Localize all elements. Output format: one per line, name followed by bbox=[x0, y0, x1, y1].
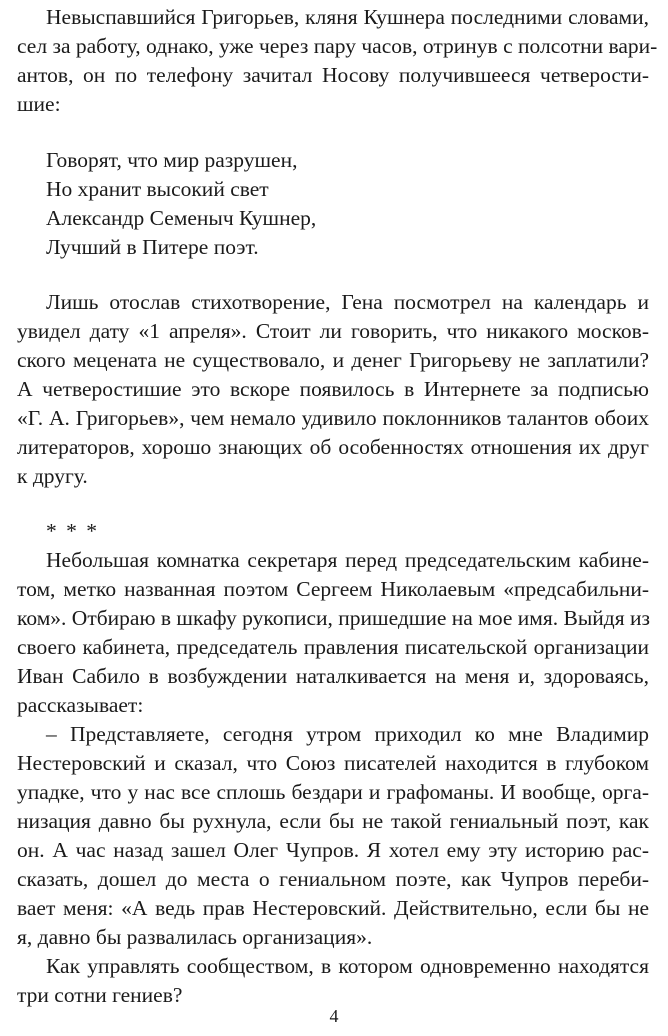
paragraph-line: том, метко названная поэтом Сергеем Николаевым «предсабильни- bbox=[17, 577, 649, 601]
paragraph-line: своего кабинета, председатель правления писательской организации bbox=[17, 635, 649, 659]
paragraph-line: «Г. А. Григорьев», чем немало удивило поклонников талантов обоих bbox=[17, 406, 649, 430]
paragraph-line: ком». Отбираю в шкафу рукописи, пришедшие на мое имя. Выйдя из bbox=[17, 606, 650, 630]
verse-line: Но хранит высокий свет bbox=[46, 177, 269, 201]
section-separator: * * * bbox=[46, 519, 99, 543]
paragraph-line: Небольшая комнатка секретаря перед председательским кабине- bbox=[46, 548, 649, 572]
paragraph-line: антов, он по телефону зачитал Носову получившееся четверости- bbox=[17, 63, 649, 87]
verse-line: Александр Семеныч Кушнер, bbox=[46, 206, 317, 230]
verse-line: Говорят, что мир разрушен, bbox=[46, 148, 298, 172]
paragraph-line: Лишь отослав стихотворение, Гена посмотрел на календарь и bbox=[46, 290, 649, 314]
paragraph-line: рассказывает: bbox=[17, 693, 144, 717]
dialogue-line: упадке, что у нас все сплошь бездари и графоманы. И вообще, орга- bbox=[17, 780, 649, 804]
paragraph-line: увидел дату «1 апреля». Стоит ли говорить, что никакого москов- bbox=[17, 319, 649, 343]
dialogue-line: я, давно бы развалилась организация». bbox=[17, 925, 373, 949]
dialogue-line: вает меня: «А ведь прав Нестеровский. Действительно, если бы не bbox=[17, 896, 649, 920]
paragraph-line: Иван Сабило в возбуждении наталкивается на меня и, здороваясь, bbox=[17, 664, 649, 688]
verse-line: Лучший в Питере поэт. bbox=[46, 235, 259, 259]
paragraph-line: литераторов, хорошо знающих об особенностях отношения их друг bbox=[17, 435, 649, 459]
dialogue-line: Нестеровский и сказал, что Союз писателей находится в глубоком bbox=[17, 751, 649, 775]
paragraph-line: А четверостишие это вскоре появилось в Интернете за подписью bbox=[17, 377, 649, 401]
page-number: 4 bbox=[329, 1006, 339, 1026]
paragraph-line: три сотни гениев? bbox=[17, 983, 183, 1007]
paragraph-line: Как управлять сообществом, в котором одновременно находятся bbox=[46, 954, 649, 978]
paragraph-line: шие: bbox=[17, 92, 61, 116]
paragraph-line: ского мецената не существовало, и денег Григорьеву не заплатили? bbox=[17, 348, 649, 372]
paragraph-line: Невыспавшийся Григорьев, кляня Кушнера последними словами, bbox=[46, 5, 649, 29]
paragraph-line: сел за работу, однако, уже через пару часов, отринув с полсотни вари- bbox=[17, 34, 658, 58]
paragraph-line: к другу. bbox=[17, 464, 88, 488]
dialogue-line: низация давно бы рухнула, если бы не такой гениальный поэт, как bbox=[17, 809, 649, 833]
dialogue-line: он. А час назад зашел Олег Чупров. Я хотел ему эту историю рас- bbox=[17, 838, 649, 862]
dialogue-line: – Представляете, сегодня утром приходил ко мне Владимир bbox=[46, 722, 649, 746]
dialogue-line: сказать, дошел до места о гениальном поэте, как Чупров переби- bbox=[17, 867, 649, 891]
